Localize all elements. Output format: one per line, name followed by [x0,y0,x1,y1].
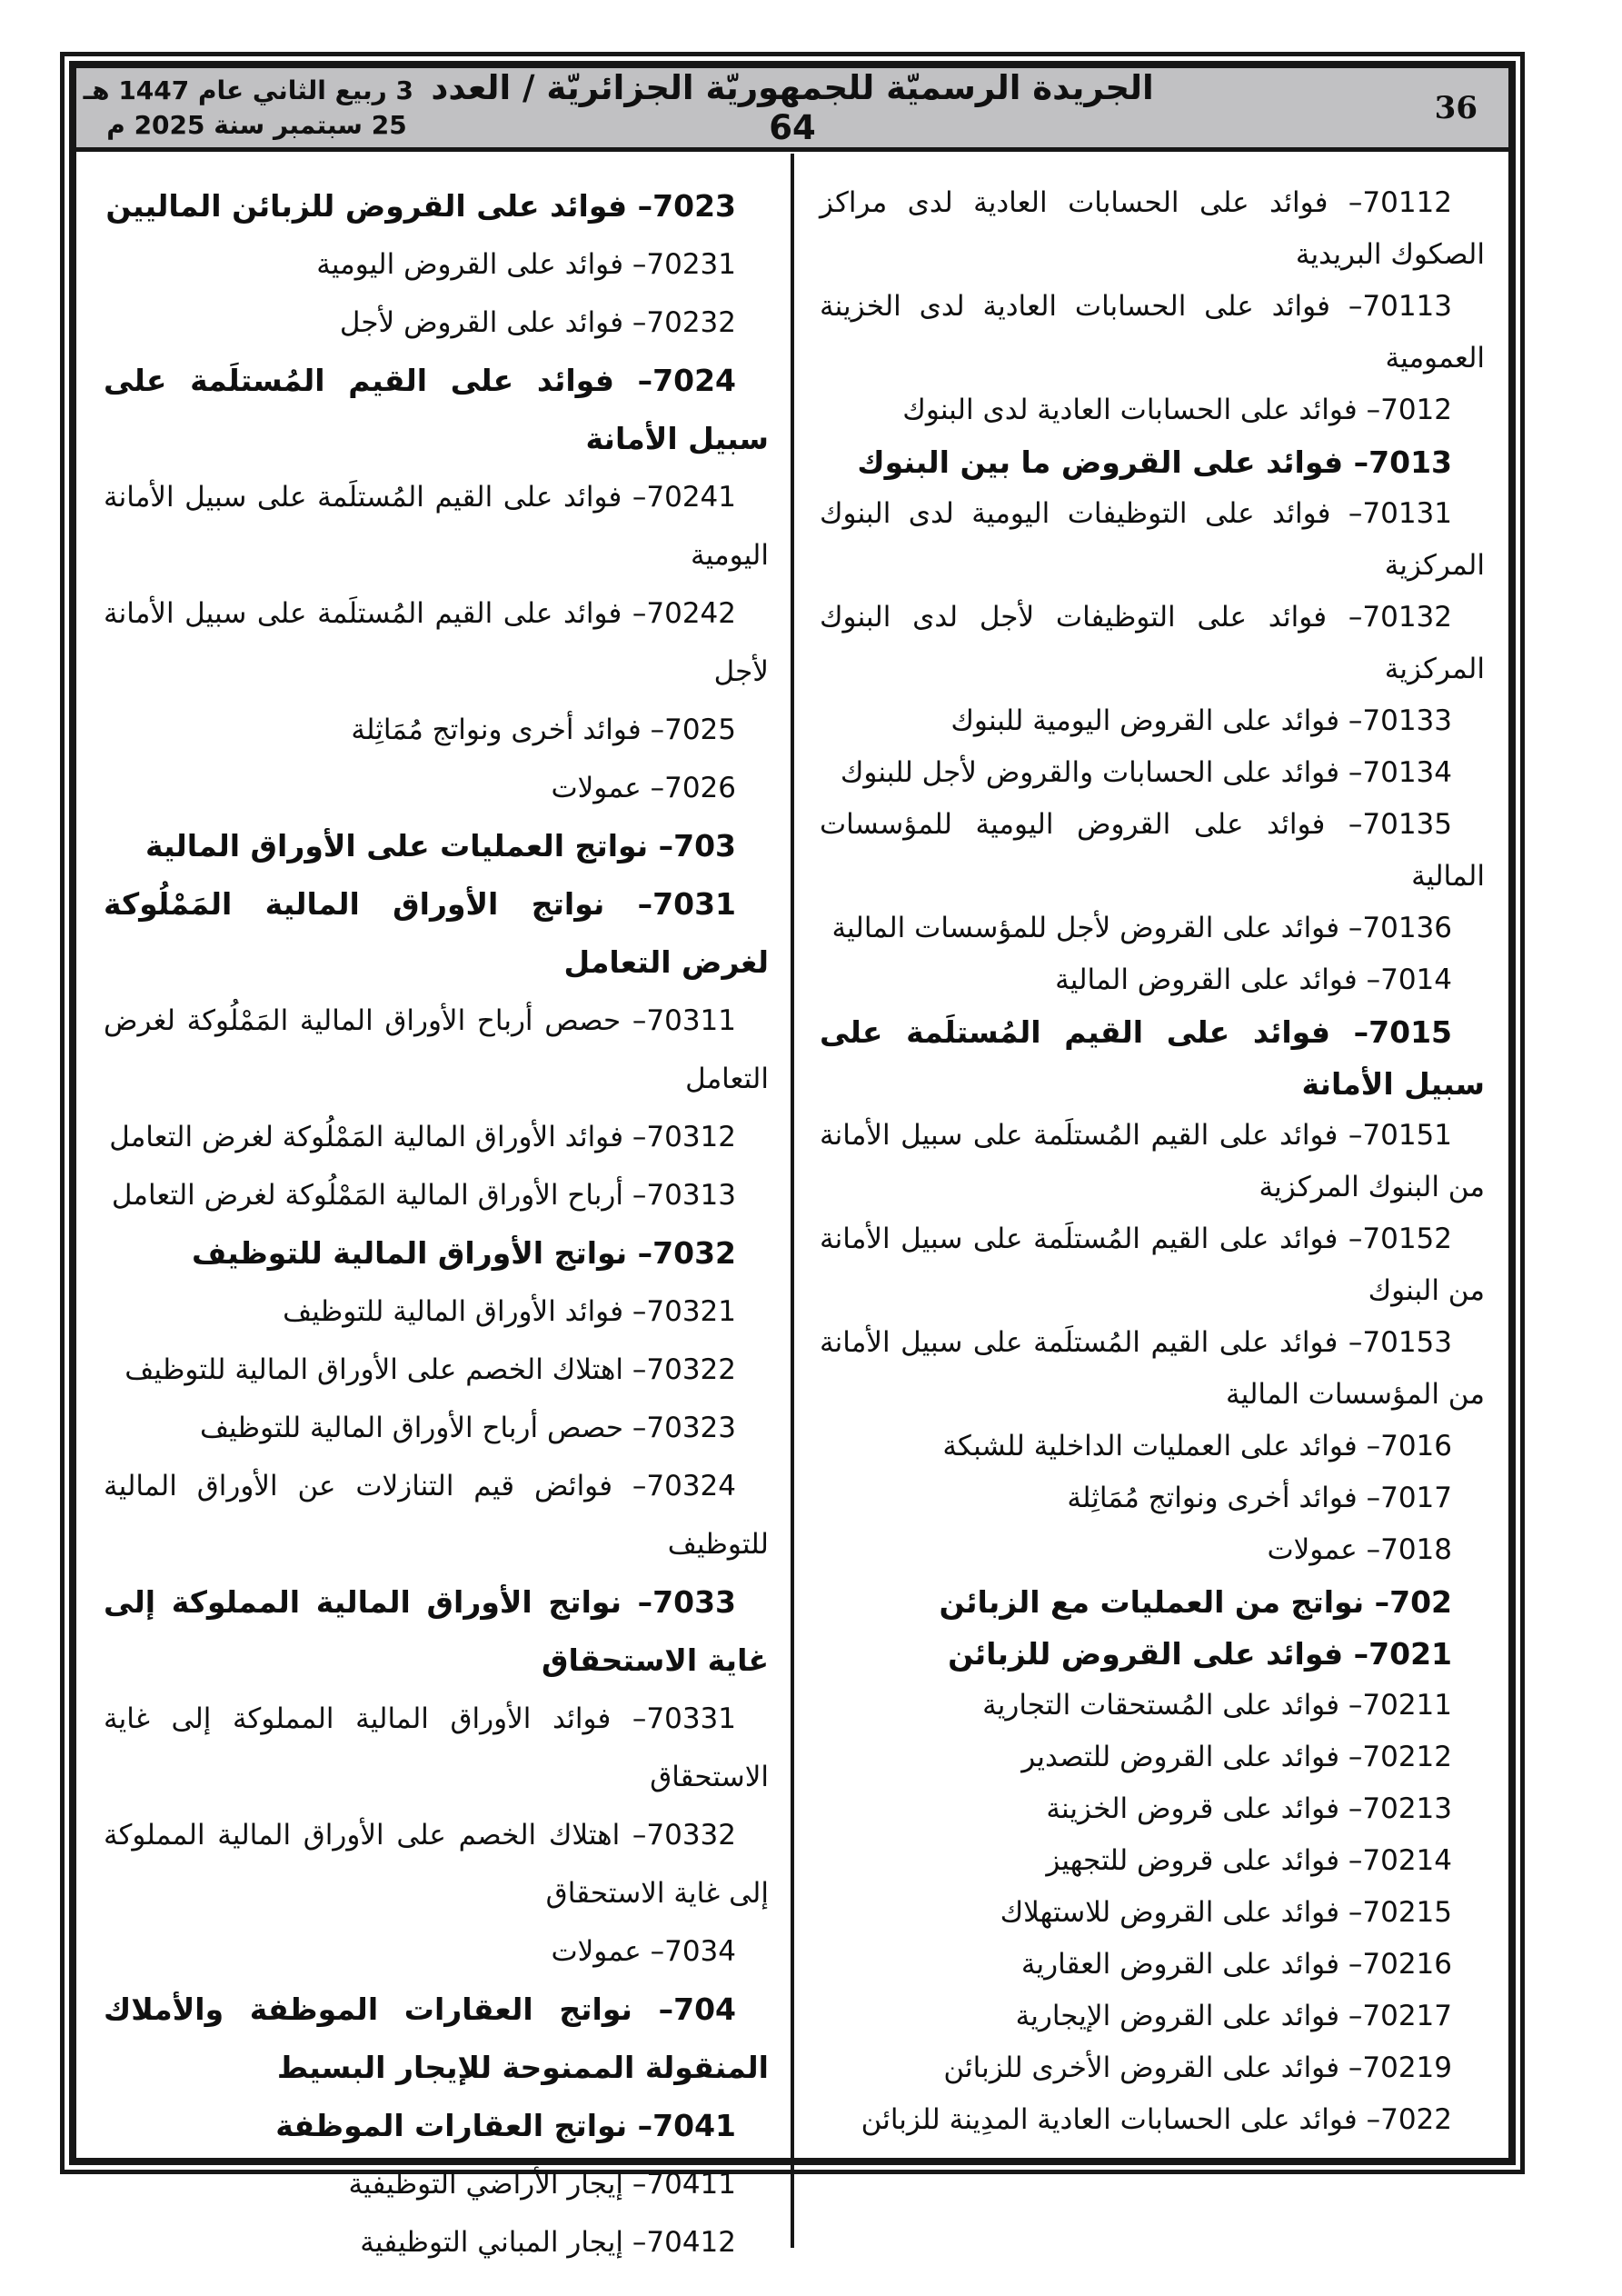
account-heading: 704– نواتج العقارات الموظفة والأملاك المنقولة الممنوحة للإيجار البسيط [104,1992,769,2085]
account-entry: 70133– فوائد على القروض اليومية للبنوك [950,704,1452,737]
account-entry: 70153– فوائد على القيم المُستلَمة على سبيل الأمانة من المؤسسات المالية [820,1326,1485,1411]
account-heading: 7031– نواتج الأوراق المالية المَمْلُوكة لغرض التعامل [104,886,769,980]
account-entry: 70324– فوائض قيم التنازلات عن الأوراق المالية للتوظيف [104,1470,769,1561]
date-hijri: 3 ربيع الثاني عام 1447 هـ [83,75,413,105]
account-heading: 7032– نواتج الأوراق المالية للتوظيف [191,1235,736,1271]
account-entry: 7034– عمولات [551,1935,736,1968]
account-entry: 70211– فوائد على المُستحقات التجارية [982,1689,1452,1722]
account-entry: 7025– فوائد أخرى ونواتج مُمَاثِلة [351,714,736,746]
account-entry: 70132– فوائد على التوظيفات لأجل لدى البنوك المركزية [820,601,1485,685]
account-entry: 70152– فوائد على القيم المُستلَمة على سبيل الأمانة من البنوك [820,1223,1485,1307]
account-entry: 7014– فوائد على القروض المالية [1055,963,1452,996]
account-entry: 70331– فوائد الأوراق المالية المملوكة إلى غاية الاستحقاق [104,1702,769,1793]
account-heading: 7023– فوائد على القروض للزبائن الماليين [105,188,736,224]
account-heading: 7041– نواتج العقارات الموظفة [275,2108,736,2143]
account-entry: 70131– فوائد على التوظيفات اليومية لدى البنوك المركزية [820,497,1485,582]
account-heading: 702– نواتج من العمليات مع الزبائن [939,1584,1452,1620]
account-heading: 7021– فوائد على القروض للزبائن [948,1636,1452,1672]
date-gregorian: 25 سبتمبر سنة 2025 م [106,109,407,140]
account-entry: 70112– فوائد على الحسابات العادية لدى مراكز الصكوك البريدية [820,186,1485,271]
account-entry: 70212– فوائد على القروض للتصدير [1021,1741,1452,1773]
account-heading: 7013– فوائد على القروض ما بين البنوك [857,444,1452,480]
gazette-title: الجريدة الرسميّة للجمهوريّة الجزائريّة / العدد 64 [431,67,1154,147]
account-heading: 7024– فوائد على القيم المُستلَمة على سبيل الأمانة [104,363,769,456]
account-entry: 70135– فوائد على القروض اليومية للمؤسسات المالية [820,808,1485,893]
account-entry: 70213– فوائد على قروض الخزينة [1046,1792,1452,1825]
header-dates [83,74,413,143]
account-entry: 7022– فوائد على الحسابات العادية المدِينة للزبائن [861,2103,1452,2136]
account-heading: 7015– فوائد على القيم المُستلَمة على سبيل الأمانة [820,1014,1485,1102]
account-entry: 7018– عمولات [1267,1533,1452,1566]
column-left [76,152,792,2271]
account-entry: 70312– فوائد الأوراق المالية المَمْلُوكة لغرض التعامل [109,1121,736,1153]
account-entry: 70332– اهتلاك الخصم على الأوراق المالية المملوكة إلى غاية الاستحقاق [104,1819,769,1910]
account-entry: 70242– فوائد على القيم المُستلَمة على سبيل الأمانة لأجل [104,597,769,688]
page-frame-inner [69,61,1516,2259]
account-entry: 70232– فوائد على القروض لأجل [339,306,736,339]
account-entry: 70215– فوائد على القروض للاستهلاك [1000,1896,1452,1929]
account-entry: 70134– فوائد على الحسابات والقروض لأجل للبنوك [840,756,1452,789]
account-entry: 70219– فوائد على القروض الأخرى للزبائن [943,2051,1452,2084]
account-entry: 70217– فوائد على القروض الإيجارية [1015,2000,1452,2032]
account-heading: 7033– نواتج الأوراق المالية المملوكة إلى غاية الاستحقاق [104,1584,769,1678]
page-frame [60,52,1525,2259]
account-entry: 70151– فوائد على القيم المُستلَمة على سبيل الأمانة من البنوك المركزية [820,1119,1485,1203]
account-entry: 7017– فوائد أخرى ونواتج مُمَاثِلة [1067,1482,1452,1514]
account-entry: 7012– فوائد على الحسابات العادية لدى البنوك [902,394,1452,426]
page-header [76,68,1508,152]
account-entry: 70313– أرباح الأوراق المالية المَمْلُوكة لغرض التعامل [111,1179,736,1212]
content-columns [76,152,1508,2271]
account-entry: 70241– فوائد على القيم المُستلَمة على سبيل الأمانة اليومية [104,481,769,572]
account-entry: 70311– حصص أرباح الأوراق المالية المَمْلُوكة لغرض التعامل [104,1004,769,1095]
account-entry: 7016– فوائد على العمليات الداخلية للشبكة [942,1430,1452,1462]
account-entry: 70113– فوائد على الحسابات العادية لدى الخزينة العمومية [820,290,1485,374]
account-entry: 70411– إيجار الأراضي التوظيفية [348,2168,736,2201]
account-entry: 70216– فوائد على القروض العقارية [1020,1948,1452,1981]
account-entry: 70323– حصص أرباح الأوراق المالية للتوظيف [199,1412,736,1444]
account-entry: 70321– فوائد الأوراق المالية للتوظيف [283,1295,736,1328]
account-entry: 70136– فوائد على القروض لأجل للمؤسسات المالية [831,912,1452,944]
account-entry: 70412– إيجار المباني التوظيفية [360,2226,736,2259]
page-number: 36 [1434,89,1478,126]
account-heading: 703– نواتج العمليات على الأوراق المالية [144,828,736,863]
account-entry: 7026– عمولات [551,772,736,804]
account-entry: 70214– فوائد على قروض للتجهيز [1046,1844,1452,1877]
column-divider [791,154,794,2248]
account-entry: 70322– اهتلاك الخصم على الأوراق المالية للتوظيف [124,1353,736,1386]
account-entry: 70231– فوائد على القروض اليومية [316,248,736,281]
column-right [792,152,1508,2271]
